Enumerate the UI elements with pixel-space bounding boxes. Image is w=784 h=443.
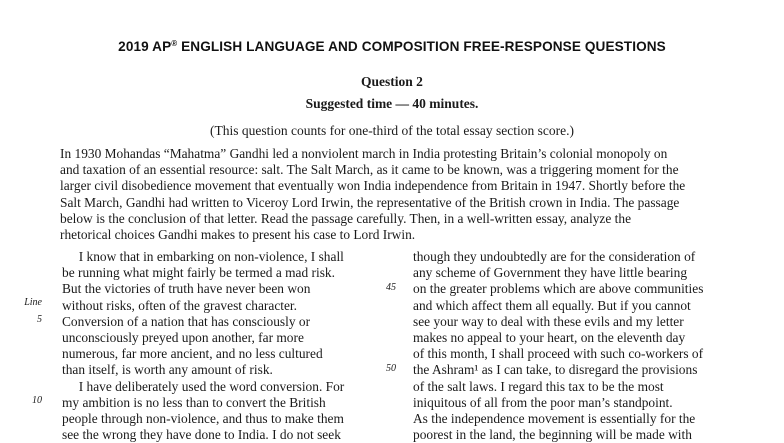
passage-line: I know that in embarking on non-violence, I shall (62, 249, 344, 264)
intro-line: larger civil disobedience movement that eventually won India independence from Britain in 1947. Shortly before the (60, 178, 686, 194)
intro-line: In 1930 Mohandas “Mahatma” Gandhi led a nonviolent march in India protesting Britain’s colonial monopoly on (60, 146, 668, 161)
passage-line: on the greater problems which are above communities (413, 281, 704, 297)
passage-line: makes no appeal to your heart, on the eleventh day (413, 330, 686, 346)
passage-line: I have deliberately used the word conversion. For (62, 378, 345, 394)
prompt-intro (60, 146, 724, 243)
intro-line: Salt March, Gandhi had written to Viceroy Lord Irwin, the representative of the British crown in India. The passage (60, 194, 680, 210)
page-header (0, 39, 784, 54)
passage-line: of the salt laws. I regard this tax to be the most (413, 378, 664, 394)
passage-left-column (62, 249, 402, 443)
passage-line: and which affect them all equally. But if you cannot (413, 297, 691, 313)
passage-line: than itself, is worth any amount of risk. (62, 362, 273, 378)
passage-line: poorest in the land, the beginning will be made with (413, 427, 692, 443)
passage-line: see the wrong they have done to India. I do not seek (62, 427, 341, 443)
passage-line: But the victories of truth have never been won (62, 281, 311, 297)
passage-line: numerous, far more ancient, and no less cultured (62, 346, 323, 362)
passage-line: be running what might fairly be termed a mad risk. (62, 265, 335, 281)
passage-line: of this month, I shall proceed with such co-workers of (413, 346, 704, 362)
passage-line: As the independence movement is essentially for the (413, 411, 696, 427)
passage-line: without risks, often of the gravest character. (62, 297, 298, 313)
line-number-5: 5 (37, 314, 42, 325)
passage-line: my ambition is no less than to convert the British (62, 394, 326, 410)
header-title-prefix: 2019 AP (118, 39, 172, 54)
score-weight-note: (This question counts for one-third of the total essay section score.) (209, 123, 575, 138)
intro-line: rhetorical choices Gandhi makes to present his case to Lord Irwin. (60, 227, 416, 243)
passage-line: the Ashram¹ as I can take, to disregard the provisions (413, 362, 698, 378)
suggested-time: Suggested time — 40 minutes. (305, 96, 479, 111)
line-number-50: 50 (386, 363, 396, 374)
passage-line: people through non-violence, and thus to make them (62, 411, 344, 427)
passage-line: iniquitous of all from the poor man’s standpoint. (413, 394, 673, 410)
passage-line: see your way to deal with these evils and my letter (413, 313, 684, 329)
intro-line: and taxation of an essential resource: salt. The Salt March, as it came to be known, was a triggering moment for the (60, 162, 679, 178)
intro-line: below is the conclusion of that letter. Read the passage carefully. Then, in a well-written essay, analyze the (60, 210, 632, 226)
question-title: Question 2 (361, 74, 423, 89)
passage-line: Conversion of a nation that has consciously or (62, 313, 311, 329)
line-label: Line (24, 297, 42, 308)
passage-line: any scheme of Government they have little bearing (413, 265, 688, 281)
line-number-10: 10 (32, 395, 42, 406)
registered-mark: ® (171, 39, 178, 48)
passage-right-column (413, 249, 753, 443)
passage-line: unconsciously preyed upon another, far more (62, 330, 304, 346)
line-number-45: 45 (386, 282, 396, 293)
header-title-suffix: ENGLISH LANGUAGE AND COMPOSITION FREE-RESPONSE QUESTIONS (177, 39, 666, 54)
passage-line: though they undoubtedly are for the consideration of (413, 249, 696, 264)
